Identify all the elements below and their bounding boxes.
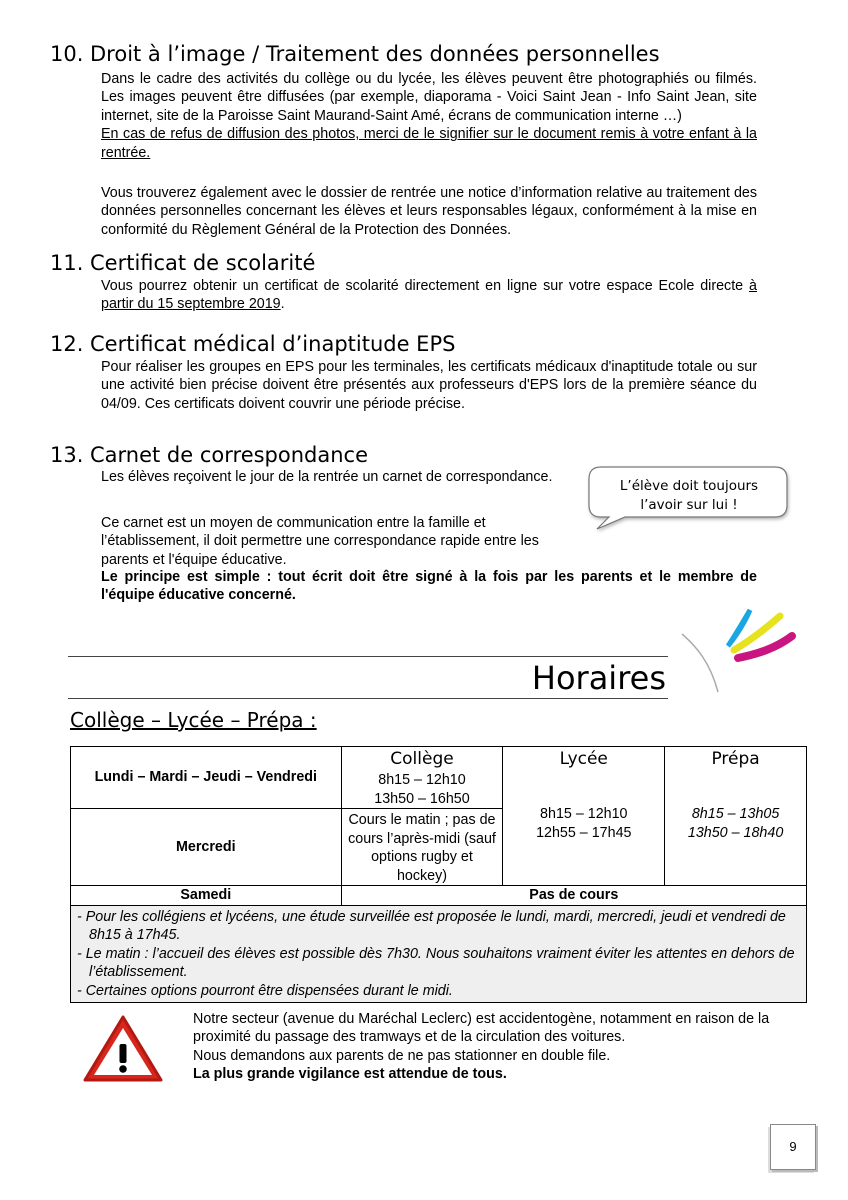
section-10-paragraph-2: Vous trouverez également avec le dossier de rentrée une notice d’information relative au traitement des données personnelles concernant les élèves et leurs responsables légaux, conformément à la mise en conformité du Règlement Général de la Protection des Données. bbox=[101, 185, 757, 238]
samedi-value: Pas de cours bbox=[341, 886, 806, 906]
page-number: 9 bbox=[789, 1139, 797, 1154]
prepa-cell: Prépa 8h15 – 13h05 13h50 – 18h40 bbox=[665, 747, 807, 886]
section-12-paragraph: Pour réaliser les groupes en EPS pour les terminales, les certificats médicaux d'inaptitude totale ou sur une activité bien précise doivent être présentés aux professeurs d'EPS lors de la première séance du 04/09. Ces certificats doivent couvrir une période précise. bbox=[101, 359, 757, 412]
section-10-paragraph-1: Dans le cadre des activités du collège ou du lycée, les élèves peuvent être photographiés ou filmés. Les images peuvent être diffusées (par exemple, diaporama - Voici Saint Jean - Info Saint Jean, site internet, site de la Paroisse Saint Maurand-Saint Amé, écrans de communication interne …) En cas de refus de diffusion des photos, merci de le signifier sur le document remis à votre enfant à la rentrée. bbox=[101, 71, 757, 161]
section-12-heading: 12. Certificat médical d’inaptitude EPS bbox=[50, 332, 456, 356]
table-row bbox=[71, 747, 807, 809]
row-label-mercredi: Mercredi bbox=[71, 809, 342, 886]
warning-text: Notre secteur (avenue du Maréchal Leclerc) est accidentogène, notamment en raison de la proximité du passage des tramways et de la circulation des voitures. Nous demandons aux parents de ne pas stationner en double file. La plus grande vigilance est attendue de tous. bbox=[193, 1011, 770, 1083]
speech-bubble-text: L’élève doit toujours l’avoir sur lui ! bbox=[619, 478, 759, 513]
section-11-paragraph: Vous pourrez obtenir un certificat de scolarité directement en ligne sur votre espace Ecole directe à partir du 15 septembre 2019. bbox=[101, 278, 757, 313]
warning-icon bbox=[82, 1014, 164, 1084]
college-mercredi-cell: Cours le matin ; pas de cours l’après-midi (sauf options rugby et hockey) bbox=[341, 809, 503, 886]
college-weekday-cell: Collège 8h15 – 12h10 13h50 – 16h50 bbox=[341, 747, 503, 809]
row-label-samedi: Samedi bbox=[71, 886, 342, 906]
lycee-cell: Lycée 8h15 – 12h10 12h55 – 17h45 bbox=[503, 747, 665, 886]
section-10-heading: 10. Droit à l’image / Traitement des données personnelles bbox=[50, 42, 660, 66]
section-13-heading: 13. Carnet de correspondance bbox=[50, 443, 369, 467]
table-row bbox=[71, 905, 807, 1003]
horaires-subtitle: Collège – Lycée – Prépa : bbox=[70, 708, 317, 732]
note-item: - Le matin : l’accueil des élèves est possible dès 7h30. Nous souhaitons vraiment éviter les attentes en dehors de l’établissement. bbox=[77, 945, 795, 980]
col-header-prepa: Prépa bbox=[711, 749, 760, 769]
col-header-college: Collège bbox=[390, 749, 454, 769]
section-13-paragraph-2: Ce carnet est un moyen de communication entre la famille et l’établissement, il doit permettre une correspondance rapide entre les parents et l'équipe éducative. bbox=[101, 515, 539, 568]
schedule-notes bbox=[71, 905, 807, 1003]
schedule-table bbox=[70, 746, 807, 1003]
page-number-box bbox=[770, 1124, 816, 1170]
col-header-lycee: Lycée bbox=[559, 749, 608, 769]
section-11-heading: 11. Certificat de scolarité bbox=[50, 251, 316, 275]
note-item: - Pour les collégiens et lycéens, une étude surveillée est proposée le lundi, mardi, mercredi, jeudi et vendredi de 8h15 à 17h45. bbox=[77, 908, 786, 943]
row-label-weekdays: Lundi – Mardi – Jeudi – Vendredi bbox=[71, 747, 342, 809]
note-item: - Certaines options pourront être dispensées durant le midi. bbox=[77, 982, 453, 999]
section-13-paragraph-1: Les élèves reçoivent le jour de la rentrée un carnet de correspondance. bbox=[101, 469, 553, 485]
school-logo-icon bbox=[680, 606, 800, 698]
table-row bbox=[71, 886, 807, 906]
horaires-title: Horaires bbox=[531, 659, 666, 697]
section-13-paragraph-3: Le principe est simple : tout écrit doit être signé à la fois par les parents et le membre de l'équipe éducative concerné. bbox=[101, 569, 757, 604]
